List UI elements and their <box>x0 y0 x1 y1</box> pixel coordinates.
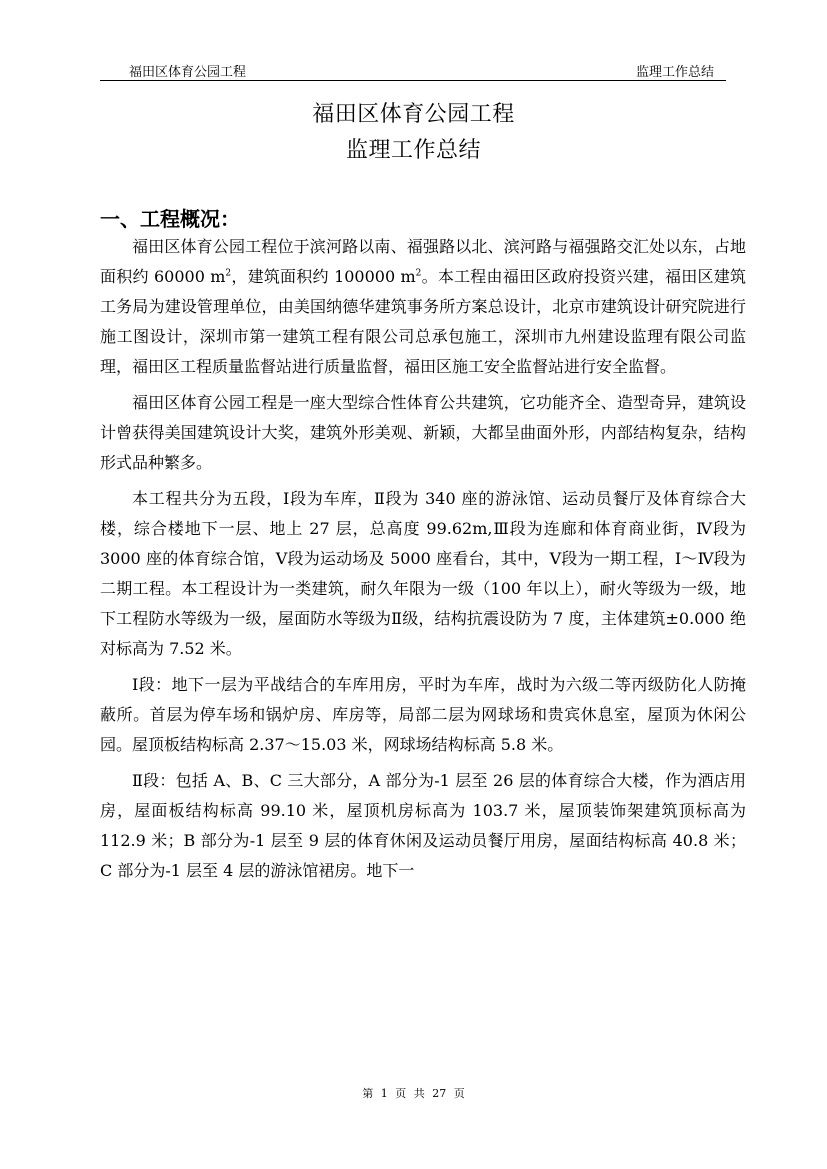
paragraph-overview-part1: 福田区体育公园工程位于滨河路以南、福强路以北、滨河路与福强路交汇处以东，占地面积约 60000 m <box>100 237 746 286</box>
header-project-name: 福田区体育公园工程 <box>129 65 247 80</box>
header-document-type: 监理工作总结 <box>635 65 714 80</box>
paragraph-section-1: Ⅰ段：地下一层为平战结合的车库用房，平时为车库，战时为六级二等丙级防化人防掩蔽所。首层为停车场和锅炉房、库房等，局部二层为网球场和贵宾休息室，屋顶为休闲公园。屋顶板结构标高 2.37～15.03 米，网球场结构标高 5.8 米。 <box>100 675 746 754</box>
superscript-2: 2 <box>415 268 422 279</box>
document-body <box>100 232 746 892</box>
paragraph-overview <box>100 232 746 382</box>
document-subtitle: 监理工作总结 <box>345 138 481 163</box>
paragraph-features: 福田区体育公园工程是一座大型综合性体育公共建筑，它功能齐全、造型奇异，建筑设计曾获得美国建筑设计大奖，建筑外形美观、新颖，大都呈曲面外形，内部结构复杂，结构形式品种繁多。 <box>100 393 746 472</box>
superscript-2: 2 <box>225 268 232 279</box>
page-footer: 第 1 页 共 27 页 <box>362 1087 465 1100</box>
paragraph-sections: 本工程共分为五段，Ⅰ段为车库，Ⅱ段为 340 座的游泳馆、运动员餐厅及体育综合大楼，综合楼地下一层、地上 27 层，总高度 99.62m,Ⅲ段为连廊和体育商业街，Ⅳ段为 3000 座的体育综合馆，Ⅴ段为运动场及 5000 座看台，其中，Ⅴ段为一期工程，Ⅰ～Ⅳ段为二期工程。本工程设计为一类建筑，耐久年限为一级（100 年以上），耐火等级为一级，地下工程防水等级为一级，屋面防水等级为Ⅱ级，结构抗震设防为 7 度，主体建筑±0.000 绝对标高为 7.52 米。 <box>100 489 746 658</box>
paragraph-section-2: Ⅱ段：包括 A、B、C 三大部分，A 部分为-1 层至 26 层的体育综合大楼，作为酒店用房，屋面板结构标高 99.10 米，屋顶机房标高为 103.7 米，屋顶装饰架建筑顶标高为 112.9 米；B 部分为-1 层至 9 层的体育休闲及运动员餐厅用房，屋面结构标高 40.8 米；C 部分为-1 层至 4 层的游泳馆裙房。地下一 <box>100 771 746 880</box>
document-title: 福田区体育公园工程 <box>312 102 515 127</box>
paragraph-overview-part2: ，建筑面积约 100000 m <box>231 267 416 286</box>
paragraph-overview-part3: 。本工程由福田区政府投资兴建，福田区建筑工务局为建设管理单位，由美国纳德华建筑事务所方案总设计，北京市建筑设计研究院进行施工图设计，深圳市第一建筑工程有限公司总承包施工，深圳市九州建设监理有限公司监理，福田区工程质量监督站进行质量监督，福田区施工安全监督站进行安全监督。 <box>100 267 746 376</box>
section-heading: 一、工程概况： <box>100 207 240 231</box>
page-header <box>100 56 726 81</box>
